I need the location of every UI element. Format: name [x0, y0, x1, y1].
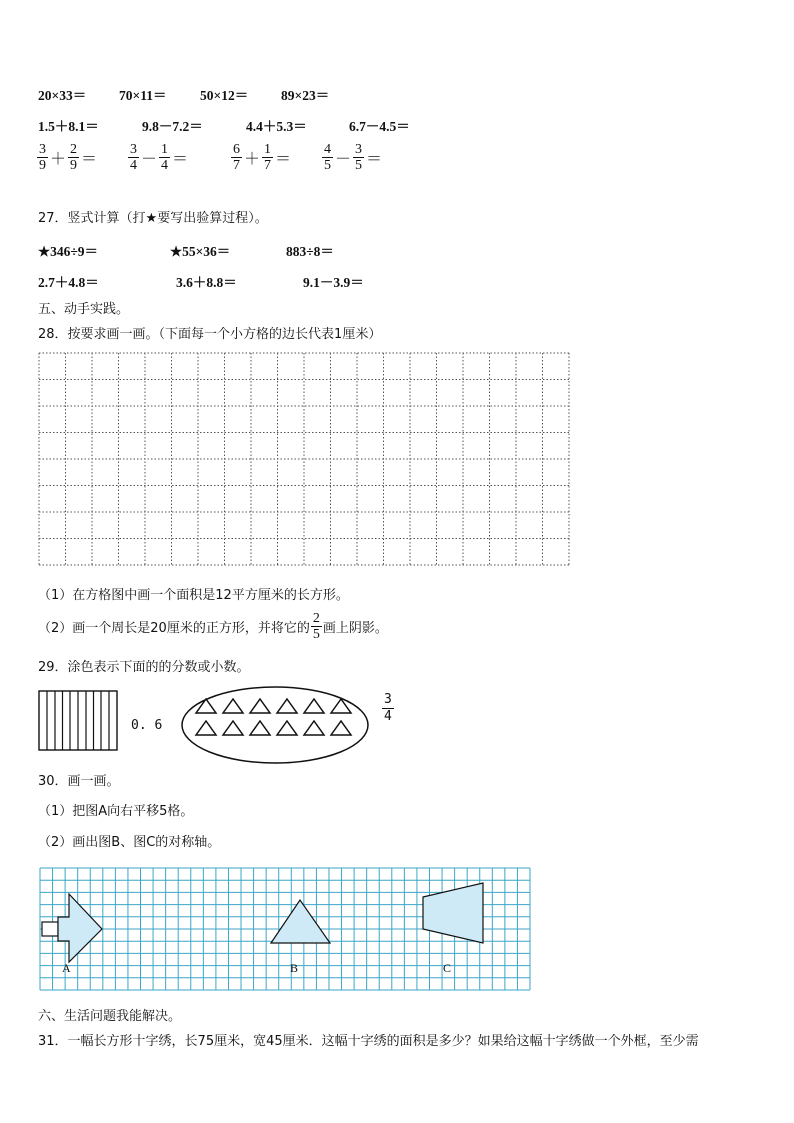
- q27-title: 27．竖式计算（打★要写出验算过程）。: [38, 211, 268, 226]
- triangle-oval[interactable]: [180, 685, 370, 765]
- section-heading: 五、动手实践。: [38, 302, 130, 317]
- calc-item: 2.7＋4.8＝: [38, 275, 99, 290]
- label-a: A: [62, 961, 71, 975]
- calc-item: 9.1－3.9＝: [303, 275, 364, 290]
- calc-item: 9.8－7.2＝: [142, 119, 203, 134]
- calc-item: ★346÷9＝: [38, 244, 99, 259]
- calc-item: 1.5＋8.1＝: [38, 119, 99, 134]
- q28-sub1: （1）在方格图中画一个面积是12平方厘米的长方形。: [38, 588, 349, 603]
- calc-item: 70×11＝: [119, 88, 167, 103]
- calc-item: ★55×36＝: [170, 244, 231, 259]
- fraction-label: $\frac{3}{4}$: [384, 692, 392, 724]
- decimal-label: 0. 6: [131, 718, 163, 733]
- striped-rectangle[interactable]: [38, 690, 120, 752]
- dotted-grid[interactable]: [38, 352, 570, 566]
- fraction-expression: $\frac{3}{4}$ － $\frac{1}{4}$ ＝: [130, 142, 189, 173]
- fraction-expression: $\frac{4}{5}$ － $\frac{3}{5}$ ＝: [324, 142, 383, 173]
- q30-title: 30．画一画。: [38, 774, 120, 789]
- calc-item: 883÷8＝: [286, 244, 334, 259]
- fraction-expression: $\frac{6}{7}$ ＋ $\frac{1}{7}$ ＝: [233, 142, 292, 173]
- q30-sub1: （1）把图A向右平移5格。: [38, 804, 194, 819]
- calc-item: 20×33＝: [38, 88, 87, 103]
- calc-item: 3.6＋8.8＝: [176, 275, 237, 290]
- q30-sub2: （2）画出图B、图C的对称轴。: [38, 835, 221, 850]
- q31-text: 31．一幅长方形十字绣，长75厘米，宽45厘米．这幅十字绣的面积是多少？如果给这幅十字绣做一个外框，至少需: [38, 1034, 699, 1049]
- calc-item: 6.7－4.5＝: [349, 119, 410, 134]
- label-b: B: [290, 961, 299, 975]
- calc-item: 50×12＝: [200, 88, 249, 103]
- calc-item: 89×23＝: [281, 88, 330, 103]
- shape-b: [271, 900, 330, 943]
- label-c: C: [443, 961, 452, 975]
- q28-sub2: （2）画一个周长是20厘米的正方形，并将它的 $\frac{2}{5}$ 画上阴影。: [38, 611, 388, 642]
- q28-title: 28．按要求画一画。（下面每一个小方格的边长代表1厘米）: [38, 327, 382, 342]
- q29-title: 29．涂色表示下面的的分数或小数。: [38, 660, 250, 675]
- calc-item: 4.4＋5.3＝: [246, 119, 307, 134]
- section-heading: 六、生活问题我能解决。: [38, 1009, 182, 1024]
- fraction-expression: $\frac{3}{9}$ ＋ $\frac{2}{9}$ ＝: [39, 142, 98, 173]
- blue-grid[interactable]: [38, 866, 532, 992]
